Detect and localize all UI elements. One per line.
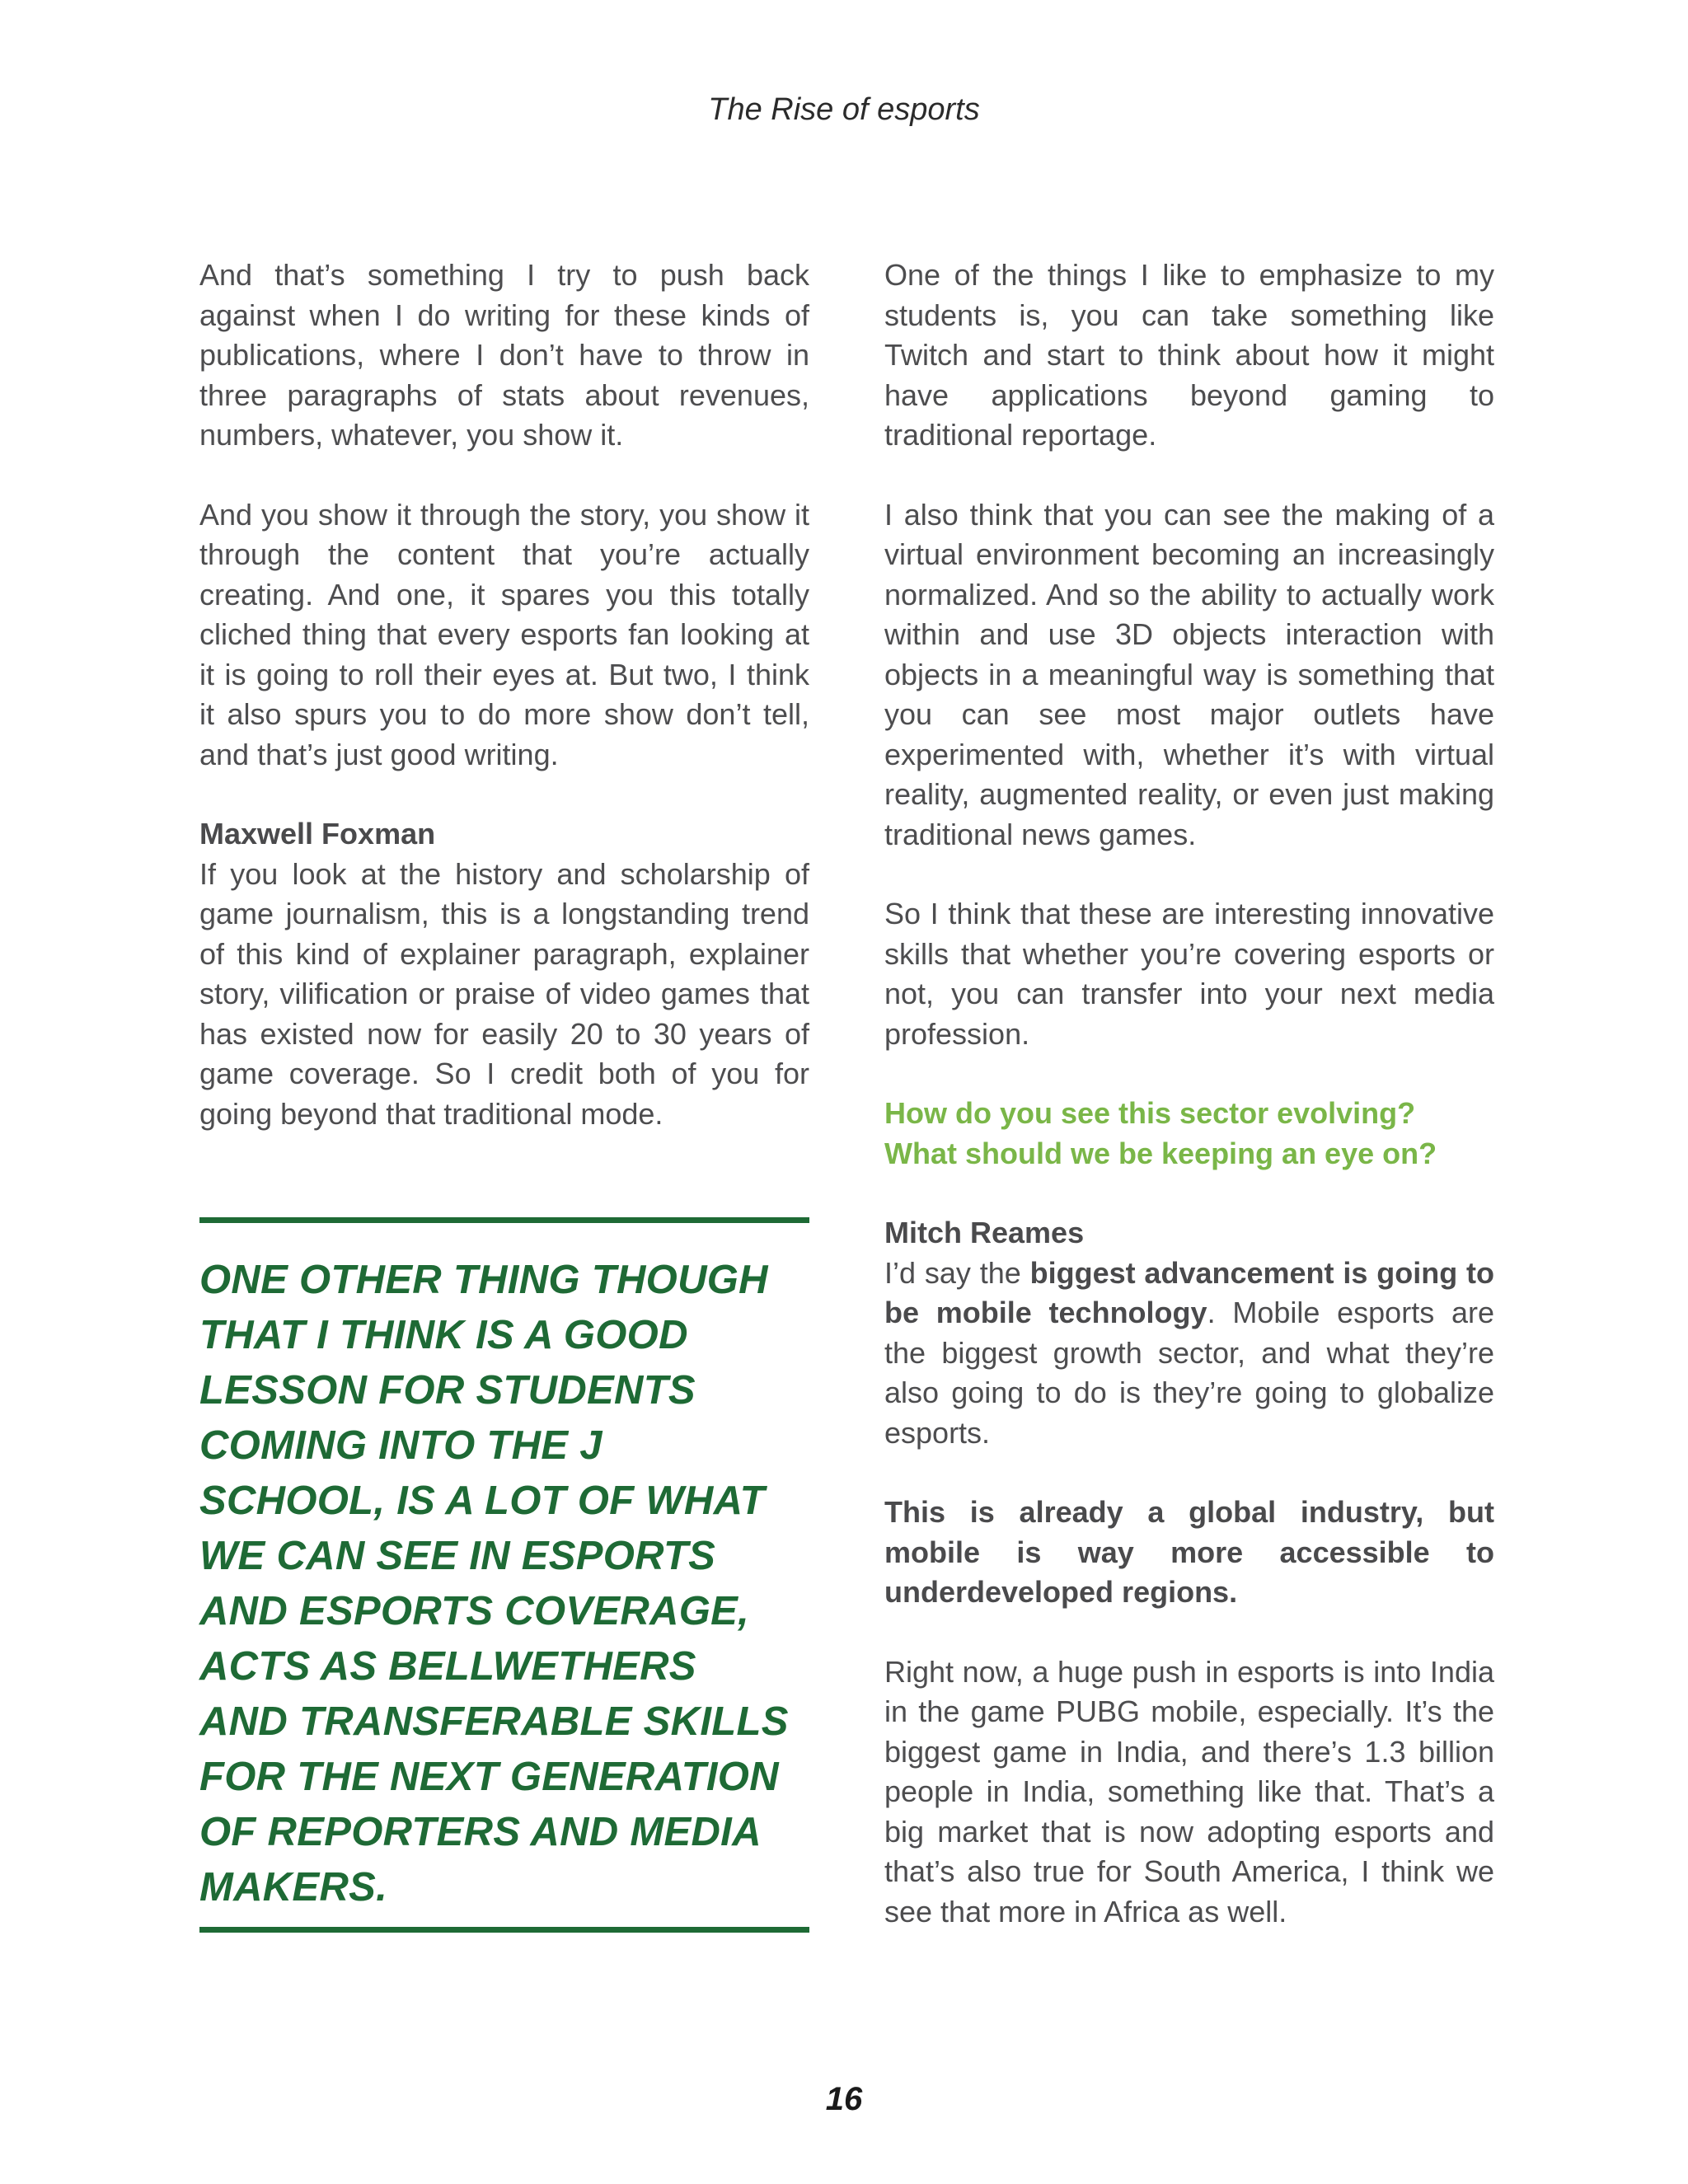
speaker-name: Mitch Reames (884, 1216, 1085, 1249)
emphasis-text: biggest advancement is going to be mobile technology (884, 1255, 1494, 1329)
body-paragraph (884, 1254, 1494, 1454)
interview-question: How do you see this sector evolving? What should we be keeping an eye on? (884, 1096, 1437, 1170)
running-header: The Rise of esports (708, 92, 980, 127)
body-paragraph: If you look at the history and scholarship of game journalism, this is a longstanding trend of this kind of explainer paragraph, explainer story, vilification or praise of video games that has existed now for easily 20 to 30 years of game coverage. So I credit both of you for going beyond that traditional mode. (199, 856, 809, 1131)
right-column (884, 255, 1494, 1971)
paragraph-text: . Mobile esports are the biggest growth sector, and what they’re also going to do is they’re going to globalize esports. (884, 1296, 1494, 1450)
body-paragraph: So I think that these are interesting innovative skills that whether you’re covering esports or not, you can transfer into your next media profession. (884, 897, 1494, 1051)
left-column (199, 255, 809, 1174)
page-number: 16 (825, 2081, 863, 2117)
body-paragraph: And you show it through the story, you show it through the content that you’re actually creating. And one, it spares you this totally cliched thing that every esports fan looking at it is going to roll their eyes at. But two, I think it also spurs you to do more show don’t tell, and that’s just good writing. (199, 497, 809, 771)
body-paragraph: And that’s something I try to push back against when I do writing for these kinds of publications, where I don’t have to throw in three paragraphs of stats about revenues, numbers, whatever, you show it. (199, 258, 809, 452)
paragraph-text: I’d say the (884, 1255, 1030, 1290)
speaker-name: Maxwell Foxman (199, 817, 436, 851)
pull-quote-text: ONE OTHER THING THOUGH THAT I THINK IS A GOOD LESSON FOR STUDENTS COMING INTO THE J SCHOOL, IS A LOT OF WHAT WE CAN SEE IN ESPORTS AND ESPORTS COVERAGE, ACTS AS BELLWETHERS AND TRANSFERABLE SKILLS FOR THE NEXT GENERATION OF REPORTERS AND MEDIA MAKERS. (199, 1258, 789, 1910)
body-paragraph: Right now, a huge push in esports is into India in the game PUBG mobile, especially. It’s the biggest game in India, and there’s 1.3 billion people in India, something like that. That’s a big market that is now adopting esports and that’s also true for South America, I think we see that more in Africa as well. (884, 1654, 1494, 1929)
body-paragraph: One of the things I like to emphasize to my students is, you can take something like Twitch and start to think about how it might have applications beyond gaming to traditional reportage. (884, 258, 1494, 452)
emphasis-paragraph: This is already a global industry, but mobile is way more accessible to underdeveloped regions. (884, 1495, 1494, 1609)
body-paragraph: I also think that you can see the making of a virtual environment becoming an increasingly normalized. And so the ability to actually work within and use 3D objects interaction with objects in a meaningful way is something that you can see most major outlets have experimented with, whether it’s with virtual reality, augmented reality, or even just making traditional news games. (884, 497, 1494, 851)
pull-quote (199, 1217, 809, 1933)
